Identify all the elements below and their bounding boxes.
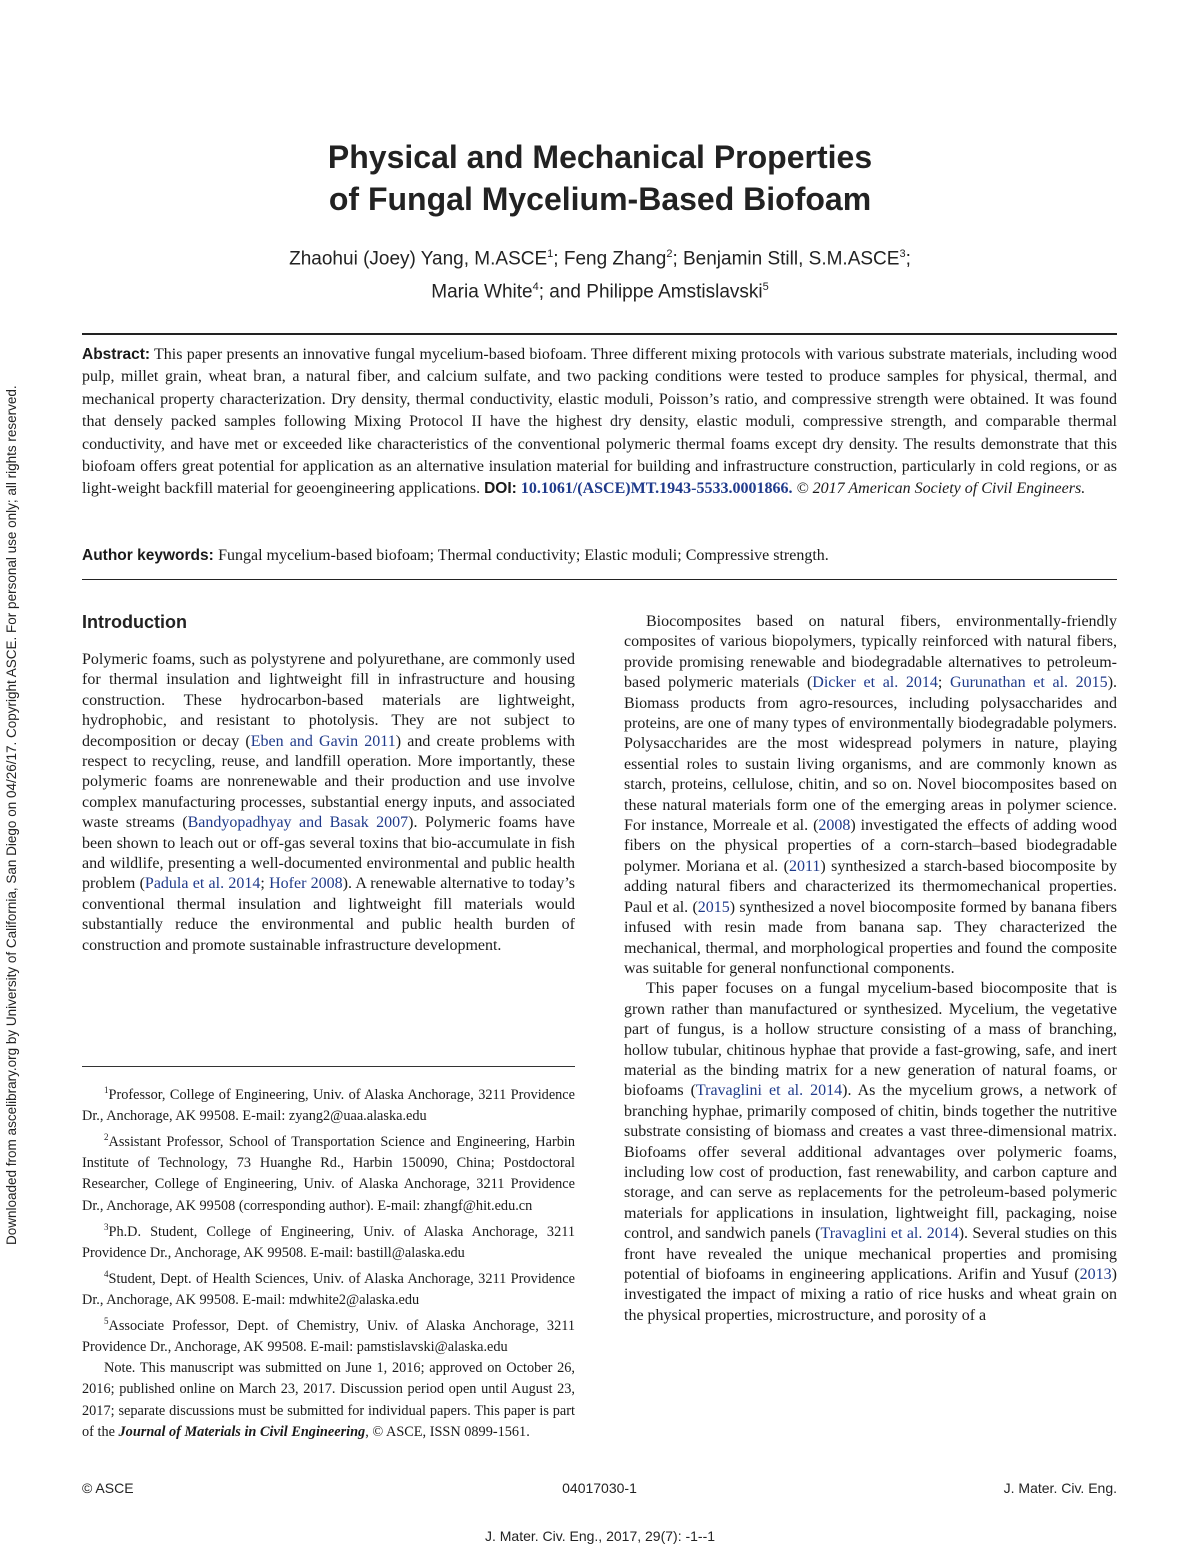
footnote-text: Professor, College of Engineering, Univ. of Alaska Anchorage, 3211 Providence Dr., Anchorage, AK 99508. E-mail: zyang2@uaa.alaska.edu xyxy=(82,1086,575,1124)
abstract xyxy=(82,344,1117,501)
footnote xyxy=(82,1217,575,1264)
footnote-mark: 4 xyxy=(104,1268,109,1279)
abstract-label: Abstract: xyxy=(82,346,151,363)
text-run: ) synthesized a novel biocomposite formed by banana fibers infused with resin made from banana sap. They characterized the mechanical, thermal, and morphological properties and found the composite was suitable for general nonfunctional components. xyxy=(624,898,1117,977)
footnote-mark: 1 xyxy=(104,1085,109,1095)
author-list xyxy=(0,240,1200,307)
author-name: ; and Philippe Amstislavski xyxy=(538,281,763,303)
note-text: , © ASCE, ISSN 0899-1561. xyxy=(365,1423,530,1440)
title-line-1: Physical and Mechanical Properties xyxy=(327,139,873,175)
section-heading-introduction: Introduction xyxy=(82,612,187,632)
text-run: ) investigated the effects of adding wood fibers on the physical properties of a corn-starch–based biodegradable polymer. Moriana et al. ( xyxy=(624,817,1118,875)
citation-link[interactable]: Travaglini et al. 2014 xyxy=(695,1082,843,1100)
paragraph xyxy=(624,612,1117,979)
citation-link[interactable]: 2015 xyxy=(697,898,730,916)
keywords-label: Author keywords: xyxy=(82,547,214,564)
footnote xyxy=(82,1127,575,1217)
text-run: ) and create problems with respect to recycling, reuse, and landfill operation. More importantly, these polymeric foams are nonrenewable and their production and use involve complex manufacturing processes, substantial energy inputs, and associated waste streams ( xyxy=(82,732,576,832)
footnote-text: Ph.D. Student, College of Engineering, Univ. of Alaska Anchorage, 3211 Providence Dr., Anchorage, AK 99508. E-mail: bastill@alaska.edu xyxy=(82,1223,575,1261)
doi-link[interactable]: 10.1061/(ASCE)MT.1943-5533.0001866. xyxy=(520,480,793,498)
text-run: ). Several studies on this front have revealed the unique mechanical properties and promising potential of biofoams in engineering applications. Arifin and Yusuf ( xyxy=(624,1225,1118,1283)
author-separator: ; xyxy=(905,248,911,270)
download-notice: Downloaded from ascelibrary.org by University of California, San Diego on 04/26/17. Copyright ASCE. For personal use only; all rights reserved. xyxy=(4,385,19,1245)
author-keywords xyxy=(82,547,1117,565)
citation-link[interactable]: Travaglini et al. 2014 xyxy=(820,1225,959,1243)
text-run: ). A renewable alternative to today’s conventional thermal insulation and lightweight fill materials would substantially reduce the environmental and public health burden of construction and promote sustainable infrastructure development. xyxy=(82,875,576,954)
citation-link[interactable]: Hofer 2008 xyxy=(269,875,343,893)
text-run: Biocomposites based on natural fibers, environmentally-friendly composites of various biopolymers, typically reinforced with natural fibers, provide promising renewable and biodegradable alternatives to petroleum-based polymeric materials ( xyxy=(624,613,1117,692)
footnote xyxy=(82,1311,575,1358)
citation-link[interactable]: Bandyopadhyay and Basak 2007 xyxy=(187,814,409,832)
doi-label: DOI: xyxy=(484,480,517,498)
submission-note xyxy=(82,1358,575,1443)
author-line-2 xyxy=(0,273,1200,306)
footnote-mark: 2 xyxy=(104,1132,109,1143)
publisher-mark: © ASCE xyxy=(82,1480,134,1496)
citation-link[interactable]: Dicker et al. 2014 xyxy=(812,674,938,692)
citation-link[interactable]: 2011 xyxy=(788,857,821,875)
footnote-text: Assistant Professor, School of Transportation Science and Engineering, Harbin Institute of Technology, 73 Huanghe Rd., Harbin 150090, China; Postdoctoral Researcher, College of Engineering, Univ. of Alaska Anchorage, 3211 Providence Dr., Anchorage, AK 99508 (corresponding author). E-mail: zhangf@hit.edu.cn xyxy=(82,1133,575,1214)
citation-link[interactable]: Padula et al. 2014 xyxy=(144,875,261,893)
author-name: Maria White xyxy=(431,281,533,303)
author-name: Zhaohui (Joey) Yang, M.ASCE xyxy=(289,248,548,270)
text-run: ). As the mycelium grows, a network of branching hyphae, primarily composed of chitin, binds together the nutritive substrate consisting of biomass and creates a vast three-dimensional matrix. Biofoams offer several additional advantages over polymeric foams, including low cost of production, fast renewability, and carbon capture and storage, and can serve as replacements for the petroleum-based polymeric materials for applications in insulation, lightweight fill, packaging, noise control, and sandwich panels ( xyxy=(624,1082,1118,1243)
footnote-mark: 5 xyxy=(104,1316,109,1327)
abstract-text: This paper presents an innovative fungal mycelium-based biofoam. Three different mixing protocols with various substrate materials, including wood pulp, millet grain, wheat bran, a natural fiber, and calcium sulfate, and two packing conditions were tested to produce samples for physical, thermal, and mechanical property characterization. Dry density, thermal conductivity, elastic moduli, Poisson’s ratio, and compressive strength were obtained. It was found that densely packed samples following Mixing Protocol II have the highest dry density, elastic moduli, compressive strength, and comparable thermal conductivity, and have met or exceeded like characteristics of the conventional polymeric thermal foams except dry density. The results demonstrate that this biofoam offers great potential for application as an alternative insulation material for building and infrastructure construction, particularly in cold regions, or as light-weight backfill material for geoengineering applications. xyxy=(82,346,1117,498)
affiliation-mark: 5 xyxy=(762,281,769,294)
citation-link[interactable]: Eben and Gavin 2011 xyxy=(250,732,396,750)
footnote xyxy=(82,1264,575,1311)
article-number: 04017030-1 xyxy=(562,1480,637,1496)
right-column xyxy=(624,612,1117,1326)
left-column xyxy=(82,650,575,956)
footnotes xyxy=(82,1080,575,1443)
journal-name: Journal of Materials in Civil Engineering xyxy=(118,1423,366,1440)
text-run: ). Biomass products from agro-resources, including polysaccharides and proteins, are one of many types of environmentally biodegradable polymers. Polysaccharides are the most widespread polymers in nature, playing essential roles to sustain living organisms, and are commonly known as starch, proteins, cellulose, chitin, and so on. Novel biocomposites based on these natural materials form one of the emerging areas in polymer science. For instance, Morreale et al. ( xyxy=(624,674,1118,835)
footnote-text: Associate Professor, Dept. of Chemistry, Univ. of Alaska Anchorage, 3211 Providence Dr., Anchorage, AK 99508. E-mail: pamstislavski@alaska.edu xyxy=(82,1317,575,1356)
citation-link[interactable]: 2013 xyxy=(1079,1266,1112,1283)
journal-abbrev: J. Mater. Civ. Eng. xyxy=(1003,1480,1117,1496)
footnote xyxy=(82,1080,575,1127)
footnote-mark: 3 xyxy=(104,1221,109,1232)
keywords-text: Fungal mycelium-based biofoam; Thermal conductivity; Elastic moduli; Compressive strength. xyxy=(218,547,829,564)
affiliation-mark: 1 xyxy=(547,248,554,260)
footnote-rule xyxy=(82,1066,575,1067)
text-run: This paper focuses on a fungal mycelium-based biocomposite that is grown rather than manufactured or synthesized. Mycelium, the vegetative part of fungus, is a hollow structure consisting of a mass of branching, hollow tubular, chitinous hyphae that provide a fast-growing, safe, and inert material as the binding matrix for a new generation of natural foams, or biofoams ( xyxy=(624,980,1117,1100)
title-line-2: of Fungal Mycelium-Based Biofoam xyxy=(328,181,872,217)
author-line-1 xyxy=(0,240,1200,273)
footnote-text: Student, Dept. of Health Sciences, Univ. of Alaska Anchorage, 3211 Providence Dr., Anchorage, AK 99508. E-mail: mdwhite2@alaska.edu xyxy=(82,1270,575,1308)
affiliation-mark: 2 xyxy=(666,248,673,260)
copyright-notice: © 2017 American Society of Civil Engineers. xyxy=(796,480,1086,498)
paragraph xyxy=(82,650,575,956)
citation-link[interactable]: 2008 xyxy=(818,817,851,835)
note-text: Note. This manuscript was submitted on June 1, 2016; approved on October 26, 2016; published online on March 23, 2017. Discussion period open until August 23, 2017; separate discussions must be submitted for individual papers. This paper is part of the xyxy=(82,1360,575,1440)
text-run: ) synthesized a starch-based biocomposite by adding natural fibers and characterized its thermomechanical properties. Paul et al. ( xyxy=(624,857,1118,916)
text-run: ) investigated the impact of mixing a ratio of rice husks and wheat grain on the physical properties, microstructure, and porosity of a xyxy=(624,1266,1117,1324)
author-name: ; Feng Zhang xyxy=(553,248,667,270)
abstract-bottom-rule xyxy=(82,579,1117,580)
text-run: Polymeric foams, such as polystyrene and polyurethane, are commonly used for thermal insulation and lightweight fill in infrastructure and housing construction. These hydrocarbon-based materials are lightweight, hydrophobic, and resistant to photolysis. They are not subject to decomposition or decay ( xyxy=(82,651,575,750)
abstract-top-rule xyxy=(82,333,1117,335)
paragraph xyxy=(624,979,1117,1326)
affiliation-mark: 4 xyxy=(532,281,539,294)
text-run: ). Polymeric foams have been shown to leach out or off-gas several toxins that bio-accumulate in fish and wildlife, presenting a well-documented environmental and public health problem ( xyxy=(82,814,575,893)
text-run: ; xyxy=(937,674,951,692)
paper-title xyxy=(0,136,1200,220)
affiliation-mark: 3 xyxy=(899,248,906,260)
text-run: ; xyxy=(260,875,270,893)
author-name: ; Benjamin Still, S.M.ASCE xyxy=(672,248,900,270)
citation-link[interactable]: Gurunathan et al. 2015 xyxy=(950,674,1108,692)
citation-line: J. Mater. Civ. Eng., 2017, 29(7): -1--1 xyxy=(484,1528,716,1544)
